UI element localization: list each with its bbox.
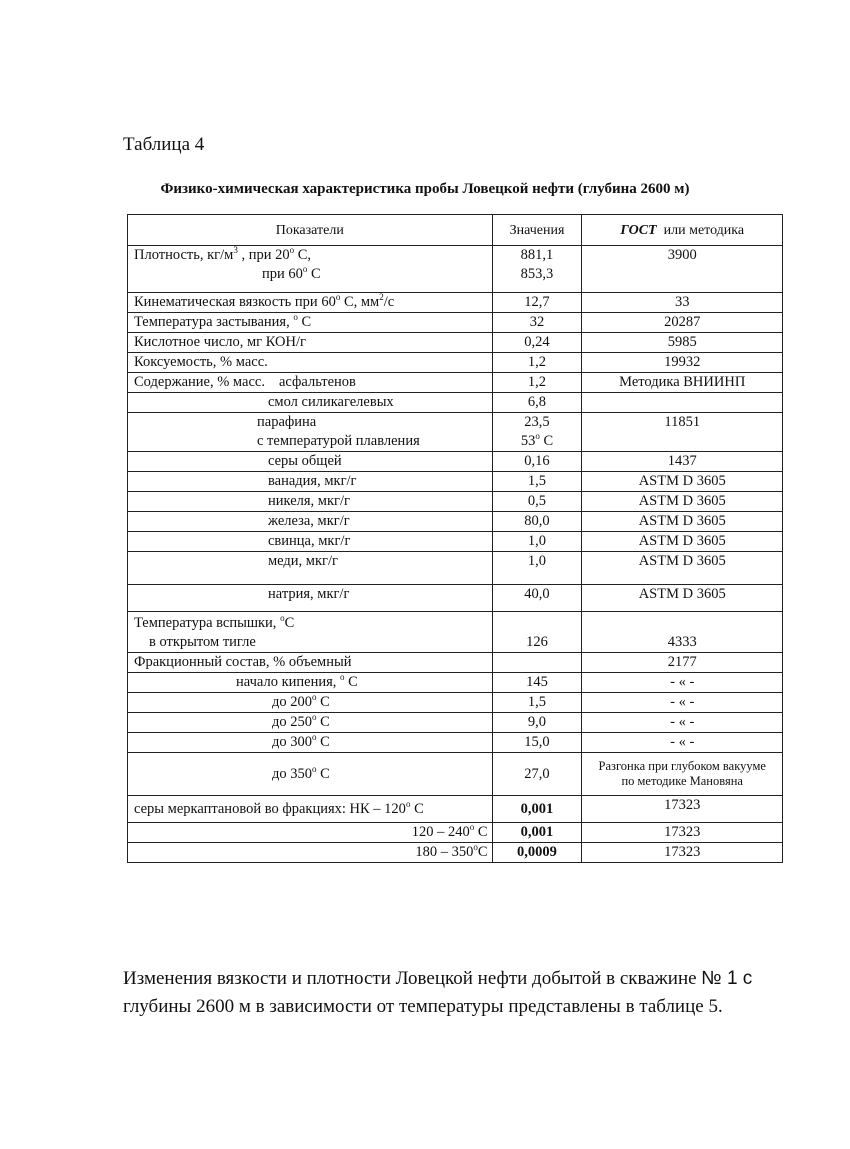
- table-row: Кислотное число, мг КОН/г 0,24 5985: [128, 333, 783, 353]
- table-caption: Таблица 4: [123, 134, 205, 155]
- table-row: начало кипения, $^o$ С 145 - « -: [128, 673, 783, 693]
- table-row: натрия, мкг/г 40,0 ASTM D 3605: [128, 585, 783, 612]
- table-row: Кинематическая вязкость при 60$^o$ С, $мм^2/с$ 12,7 33: [128, 293, 783, 313]
- table-row: до 350$^o$ С 27,0 Разгонка при глубоком вакууме по методике Мановяна: [128, 753, 783, 796]
- properties-table: [127, 214, 783, 863]
- table-row: Фракционный состав, % объемный 2177: [128, 653, 783, 673]
- table-row: парафина с температурой плавления 23,5 53$^o$ С 11851: [128, 413, 783, 452]
- table-row: до 300$^o$ С 15,0 - « -: [128, 733, 783, 753]
- table-row: меди, мкг/г 1,0 ASTM D 3605: [128, 552, 783, 585]
- table-row: Температура вспышки, $^o$С в открытом тигле 126 4333: [128, 612, 783, 653]
- table-row: серы общей 0,16 1437: [128, 452, 783, 472]
- table-row: смол силикагелевых 6,8: [128, 393, 783, 413]
- header-gost: ГОСТ или методика: [582, 215, 783, 246]
- table-row: 180 – 350$^o$С 0,0009 17323: [128, 843, 783, 863]
- header-param: Показатели: [128, 215, 493, 246]
- table-header-row: [128, 215, 783, 246]
- table-row: Содержание, % масс. асфальтенов 1,2 Методика ВНИИНП: [128, 373, 783, 393]
- table-row: до 200$^o$ С 1,5 - « -: [128, 693, 783, 713]
- header-value: Значения: [492, 215, 582, 246]
- table-row: Коксуемость, % масс. 1,2 19932: [128, 353, 783, 373]
- table-row: 120 – 240$^o$ С 0,001 17323: [128, 823, 783, 843]
- table-title: Физико-химическая характеристика пробы Ловецкой нефти (глубина 2600 м): [160, 181, 690, 197]
- table-row: железа, мкг/г 80,0 ASTM D 3605: [128, 512, 783, 532]
- table-row: ванадия, мкг/г 1,5 ASTM D 3605: [128, 472, 783, 492]
- table-row: серы меркаптановой во фракциях: НК – 120$^o$ С 0,001 17323: [128, 796, 783, 823]
- table-row: Плотность, $кг/м^3$ , при 20$^o$ С, при 60$^o$ С 881,1 853,3 3900: [128, 246, 783, 293]
- table-row: Температура застывания, $^o$ С 32 20287: [128, 313, 783, 333]
- table-row: свинца, мкг/г 1,0 ASTM D 3605: [128, 532, 783, 552]
- body-paragraph: Изменения вязкости и плотности Ловецкой нефти добытой в скважине № 1 с глубины 2600 м в зависимости от температуры представлены в таблице 5.: [123, 968, 753, 1017]
- table-row: никеля, мкг/г 0,5 ASTM D 3605: [128, 492, 783, 512]
- table-row: до 250$^o$ С 9,0 - « -: [128, 713, 783, 733]
